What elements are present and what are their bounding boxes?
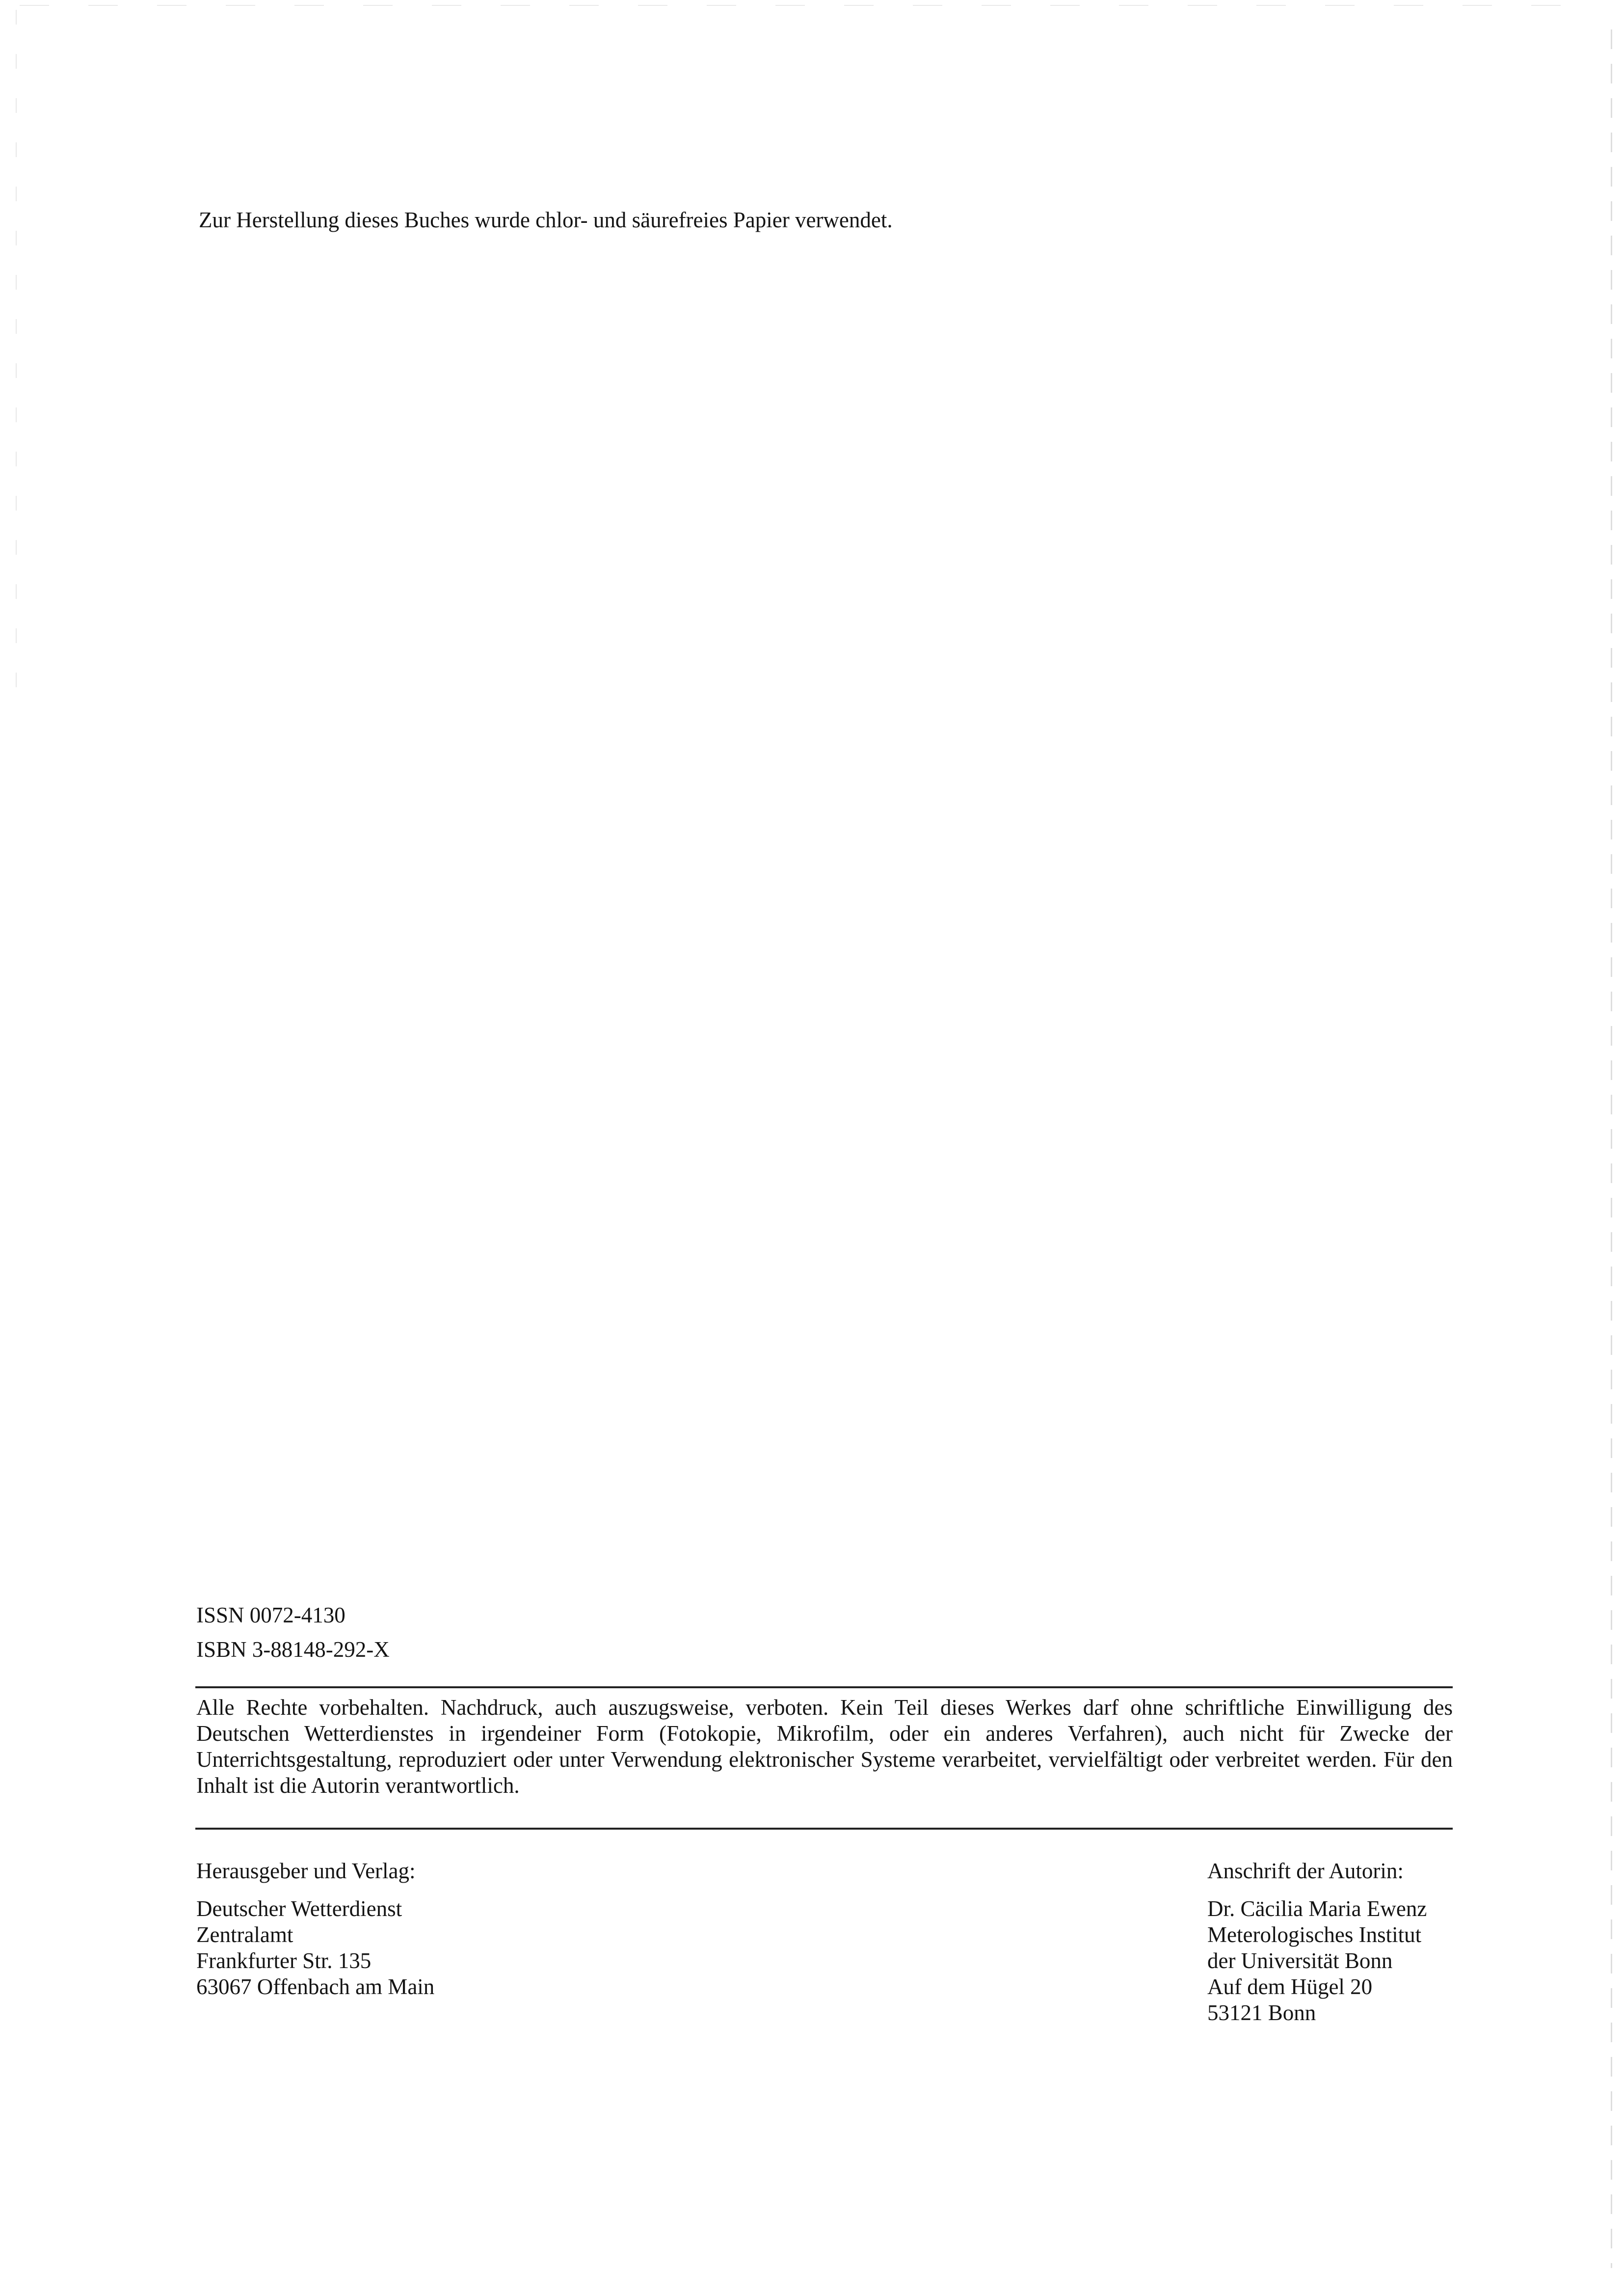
publisher-heading: Herausgeber und Verlag: — [196, 1859, 416, 1883]
divider-top — [195, 1686, 1453, 1688]
publisher-block — [196, 1858, 434, 2000]
author-heading: Anschrift der Autorin: — [1207, 1859, 1404, 1883]
scan-edge-right — [1611, 29, 1612, 2268]
rights-notice: Alle Rechte vorbehalten. Nachdruck, auch auszugsweise, verboten. Kein Teil dieses Werkes darf ohne schriftliche Einwilligung des Deutschen Wetterdienstes in irgendeiner Form (Fotokopie, Mikrofilm, oder ein anderes Verfahren), auch nicht für Zwecke der Unterrichtsgestaltung, reproduziert oder unter Verwendung elektronischer Systeme verarbeitet, vervielfältigt oder verbreitet werden. Für den Inhalt ist die Autorin verantwortlich. — [196, 1695, 1453, 1798]
scan-edge-left — [16, 10, 17, 687]
publisher-line: 63067 Offenbach am Main — [196, 1974, 435, 1999]
author-line: der Universität Bonn — [1207, 1948, 1393, 1973]
publisher-line: Deutscher Wetterdienst — [196, 1896, 402, 1921]
divider-bottom — [195, 1828, 1453, 1830]
identifiers — [196, 1598, 390, 1667]
publisher-line: Zentralamt — [196, 1922, 293, 1947]
author-line: Meterologisches Institut — [1207, 1922, 1422, 1947]
author-line: Auf dem Hügel 20 — [1207, 1974, 1373, 1999]
issn: ISSN 0072-4130 — [196, 1603, 346, 1627]
publisher-line: Frankfurter Str. 135 — [196, 1948, 372, 1973]
author-block — [1207, 1858, 1427, 2026]
scan-edge-top — [20, 5, 1600, 6]
paper-note: Zur Herstellung dieses Buches wurde chlor- und säurefreies Papier verwendet. — [199, 208, 893, 232]
isbn: ISBN 3-88148-292-X — [196, 1637, 390, 1662]
author-line: Dr. Cäcilia Maria Ewenz — [1207, 1896, 1427, 1921]
author-line: 53121 Bonn — [1207, 2000, 1316, 2025]
